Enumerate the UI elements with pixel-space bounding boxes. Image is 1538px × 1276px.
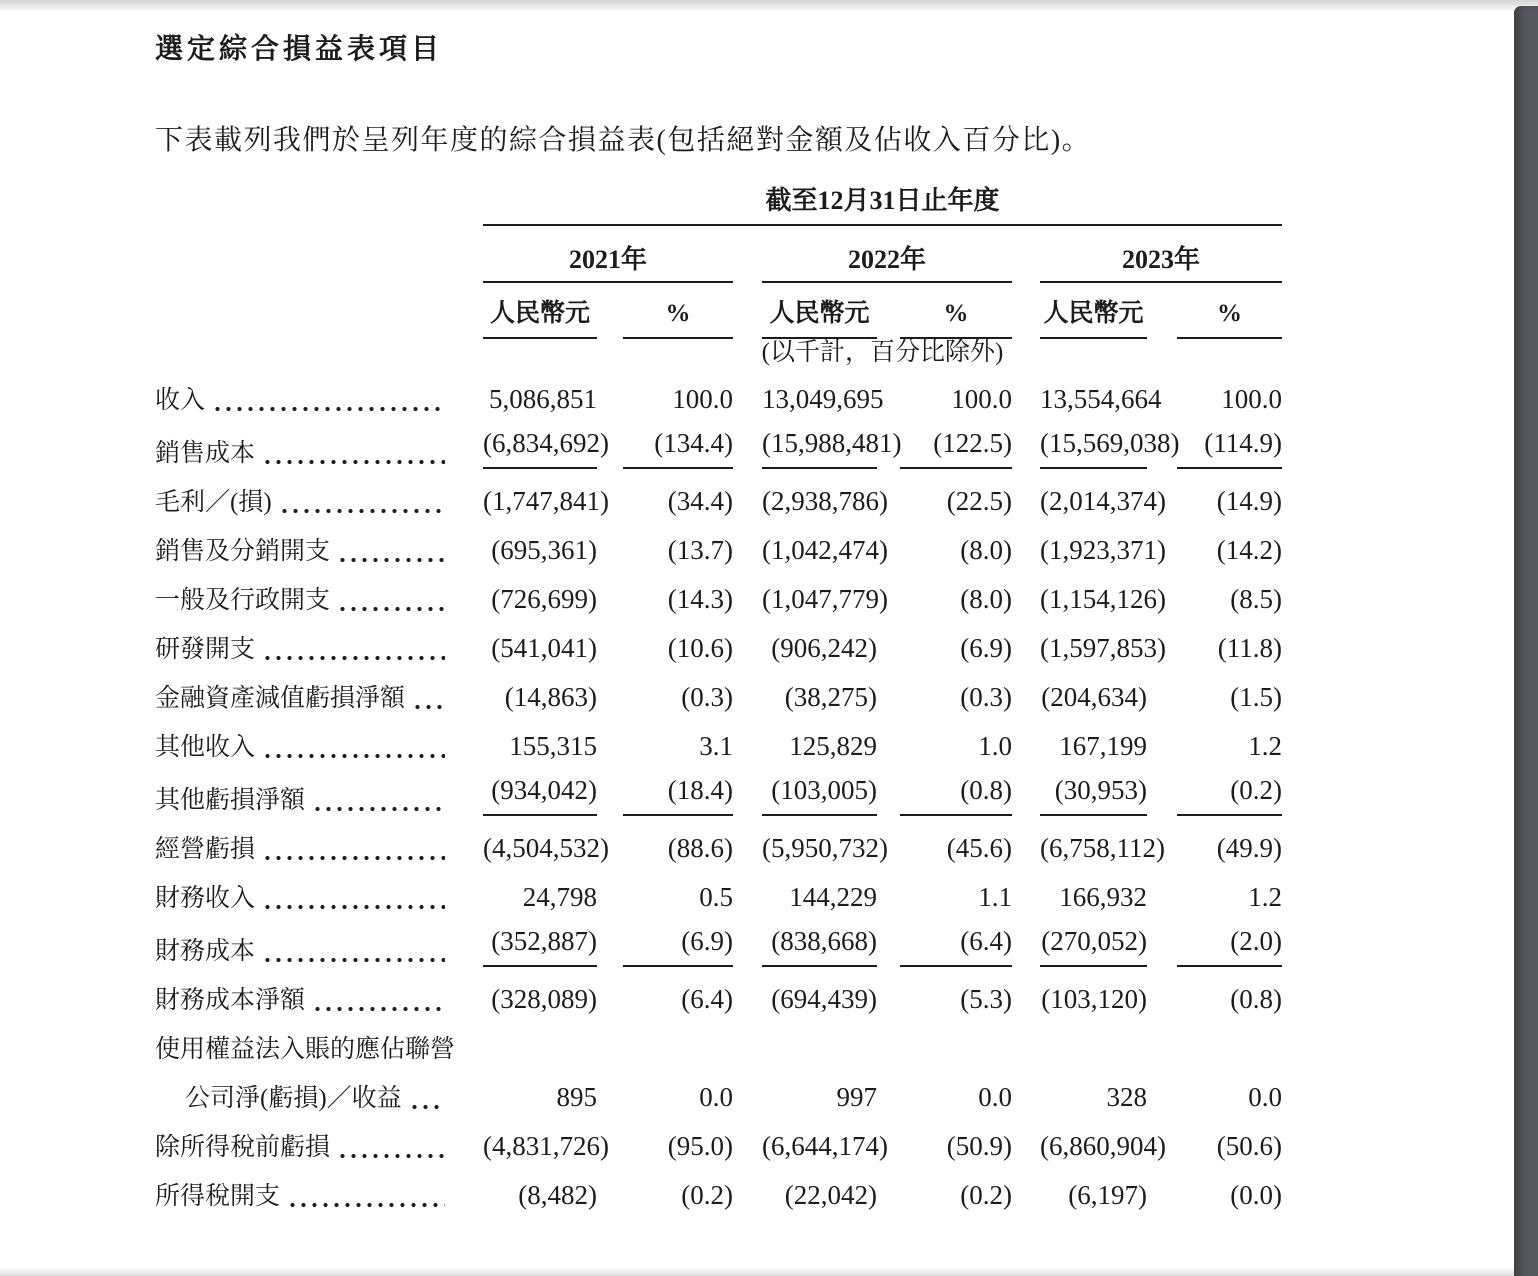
table-row <box>155 416 1282 469</box>
row-label: 經營虧損 <box>155 816 483 865</box>
value-cell: (4,831,726) <box>483 1131 609 1162</box>
value-cell: 0.5 <box>699 882 733 913</box>
value-cell: (1,747,841) <box>483 486 609 517</box>
unit-note-row <box>155 339 1282 368</box>
value-cell: (122.5) <box>877 416 1012 469</box>
row-label: 其他收入 <box>155 714 483 763</box>
spacer-cell <box>155 283 483 339</box>
column-header-row <box>155 283 1282 339</box>
table-row <box>155 763 1282 816</box>
row-label: 財務成本淨額 <box>155 967 483 1016</box>
value-cell: (6.4) <box>681 984 733 1015</box>
value-cell: (838,668) <box>733 914 877 967</box>
value-cell: (13.7) <box>667 535 733 566</box>
table-row <box>155 714 1282 763</box>
value-cell: (6,758,112) <box>1040 833 1165 864</box>
value-cell: (134.4) <box>597 416 733 469</box>
column-header: 人民幣元 <box>1012 283 1147 339</box>
value-cell: (270,052) <box>1012 914 1147 967</box>
value-cell: (6.9) <box>597 914 733 967</box>
value-cell: 5,086,851 <box>489 384 597 415</box>
leader-dots <box>290 1202 445 1208</box>
table-row <box>155 616 1282 665</box>
leader-dots <box>265 753 445 759</box>
value-cell: 100.0 <box>1221 384 1283 415</box>
leader-dots <box>282 508 445 514</box>
value-cell: (934,042) <box>483 763 597 816</box>
column-header: % <box>877 283 1012 339</box>
value-cell <box>1147 1016 1282 1065</box>
bottom-shadow <box>0 1267 1514 1276</box>
value-cell: (22.5) <box>946 486 1012 517</box>
value-cell: 100.0 <box>951 384 1012 415</box>
table-row <box>155 367 1282 416</box>
row-label: 公司淨(虧損)／收益 <box>155 1065 483 1114</box>
table-row <box>155 567 1282 616</box>
value-cell: 0.0 <box>1248 1082 1283 1113</box>
table-row <box>155 1016 1282 1065</box>
value-cell: (11.8) <box>1217 633 1283 664</box>
value-cell: 144,229 <box>789 882 877 913</box>
value-cell: (726,699) <box>491 584 597 615</box>
column-header: % <box>1147 283 1282 339</box>
value-cell: 328 <box>1106 1082 1147 1113</box>
value-cell: (14,863) <box>504 682 597 713</box>
leader-dots <box>412 1104 445 1110</box>
value-cell: (2,938,786) <box>762 486 888 517</box>
table-row <box>155 967 1282 1016</box>
leader-dots <box>340 1153 445 1159</box>
leader-dots <box>265 855 445 861</box>
value-cell: (15,569,038) <box>1012 416 1147 469</box>
row-label: 使用權益法入賬的應佔聯營 <box>155 1036 456 1064</box>
table-row <box>155 665 1282 714</box>
value-cell: (8.0) <box>960 535 1012 566</box>
table-row <box>155 865 1282 914</box>
unit-note: (以千計，百分比除外) <box>761 338 1004 366</box>
top-shadow <box>0 0 1538 12</box>
row-label: 財務成本 <box>155 914 483 967</box>
row-label: 銷售及分銷開支 <box>155 518 483 567</box>
value-cell: (34.4) <box>667 486 733 517</box>
table-row <box>155 914 1282 967</box>
value-cell <box>597 1016 733 1065</box>
value-cell: (6,644,174) <box>762 1131 888 1162</box>
value-cell: (50.9) <box>946 1131 1012 1162</box>
value-cell <box>877 1016 1012 1065</box>
value-cell: (204,634) <box>1041 682 1147 713</box>
value-cell: (328,089) <box>491 984 597 1015</box>
value-cell: (6.9) <box>960 633 1012 664</box>
leader-dots <box>340 606 445 612</box>
year-header: 2022年 <box>733 226 1012 283</box>
value-cell: (0.3) <box>681 682 733 713</box>
table-row <box>155 1065 1282 1114</box>
intro-text: 下表載列我們於呈列年度的綜合損益表(包括絕對金額及佔收入百分比)。 <box>155 125 1092 156</box>
period-header-text: 截至12月31日止年度 <box>765 186 1000 215</box>
value-cell: (0.8) <box>877 763 1012 816</box>
row-label: 財務收入 <box>155 865 483 914</box>
leader-dots <box>215 406 445 412</box>
value-cell: (8.5) <box>1230 584 1283 615</box>
row-label: 毛利／(損) <box>155 469 483 518</box>
value-cell: (8,482) <box>518 1180 597 1211</box>
value-cell: (4,504,532) <box>483 833 609 864</box>
value-cell: (1,047,779) <box>762 584 888 615</box>
value-cell: 125,829 <box>789 731 877 762</box>
value-cell: (6,197) <box>1068 1180 1147 1211</box>
table-row <box>155 1114 1282 1163</box>
value-cell: (15,988,481) <box>733 416 877 469</box>
value-cell: (0.8) <box>1230 984 1283 1015</box>
viewer-edge-strip <box>1514 6 1538 1276</box>
leader-dots <box>265 957 445 963</box>
value-cell: (103,005) <box>733 763 877 816</box>
spacer-cell <box>155 186 483 226</box>
value-cell: (0.2) <box>681 1180 733 1211</box>
value-cell: (1,042,474) <box>762 535 888 566</box>
value-cell: 895 <box>556 1082 597 1113</box>
value-cell: (14.9) <box>1216 486 1283 517</box>
value-cell: (0.2) <box>1147 763 1282 816</box>
value-cell: (1,154,126) <box>1040 584 1166 615</box>
value-cell: (45.6) <box>946 833 1012 864</box>
value-cell: (14.3) <box>667 584 733 615</box>
value-cell: (38,275) <box>784 682 877 713</box>
value-cell: (50.6) <box>1216 1131 1283 1162</box>
value-cell: (6,860,904) <box>1040 1131 1166 1162</box>
value-cell: 997 <box>836 1082 877 1113</box>
value-cell: 0.0 <box>699 1082 733 1113</box>
row-label: 一般及行政開支 <box>155 567 483 616</box>
value-cell: (95.0) <box>667 1131 733 1162</box>
value-cell: (1,597,853) <box>1040 633 1166 664</box>
column-header: % <box>597 283 733 339</box>
value-cell: (30,953) <box>1012 763 1147 816</box>
value-cell: 13,554,664 <box>1040 384 1162 415</box>
value-cell: 155,315 <box>509 731 597 762</box>
value-cell: (352,887) <box>483 914 597 967</box>
spacer-cell <box>155 339 483 368</box>
value-cell <box>483 1016 597 1065</box>
value-cell: (906,242) <box>771 633 877 664</box>
page-title: 選定綜合損益表項目 <box>155 33 444 65</box>
value-cell <box>1012 1016 1147 1065</box>
value-cell: (103,120) <box>1041 984 1147 1015</box>
value-cell: (6.4) <box>877 914 1012 967</box>
row-label: 銷售成本 <box>155 416 483 469</box>
value-cell: 100.0 <box>672 384 733 415</box>
column-header: 人民幣元 <box>483 283 597 339</box>
value-cell: (5,950,732) <box>762 833 888 864</box>
value-cell: (695,361) <box>491 535 597 566</box>
value-cell: 1.2 <box>1248 882 1283 913</box>
row-label: 金融資產減值虧損淨額 <box>155 665 483 714</box>
value-cell: 1.2 <box>1248 731 1283 762</box>
row-label: 研發開支 <box>155 616 483 665</box>
value-cell: 24,798 <box>522 882 597 913</box>
table-row <box>155 518 1282 567</box>
row-label: 其他虧損淨額 <box>155 763 483 816</box>
value-cell: (0.0) <box>1230 1180 1283 1211</box>
value-cell: (1,923,371) <box>1040 535 1166 566</box>
column-header: 人民幣元 <box>733 283 877 339</box>
value-cell: (114.9) <box>1147 416 1282 469</box>
value-cell: (88.6) <box>667 833 733 864</box>
value-cell: 166,932 <box>1059 882 1147 913</box>
row-label: 收入 <box>155 367 483 416</box>
table-row <box>155 816 1282 865</box>
year-header-row <box>155 226 1282 283</box>
value-cell: (541,041) <box>491 633 597 664</box>
value-cell: (5.3) <box>960 984 1012 1015</box>
value-cell: (6,834,692) <box>483 416 597 469</box>
year-header: 2021年 <box>483 226 733 283</box>
value-cell: (49.9) <box>1216 833 1283 864</box>
value-cell: 0.0 <box>978 1082 1012 1113</box>
value-cell <box>733 1016 877 1065</box>
year-header: 2023年 <box>1012 226 1282 283</box>
value-cell: 3.1 <box>699 731 733 762</box>
table-row <box>155 469 1282 518</box>
value-cell: (22,042) <box>784 1180 877 1211</box>
row-label: 所得稅開支 <box>155 1163 483 1212</box>
income-statement-table <box>155 186 1282 1212</box>
row-label: 除所得稅前虧損 <box>155 1114 483 1163</box>
leader-dots <box>265 904 445 910</box>
value-cell: (10.6) <box>667 633 733 664</box>
leader-dots <box>315 1006 445 1012</box>
leader-dots <box>265 655 445 661</box>
value-cell: 1.0 <box>978 731 1012 762</box>
value-cell: (0.3) <box>960 682 1012 713</box>
leader-dots <box>415 704 445 710</box>
period-header-row <box>155 186 1282 226</box>
value-cell: (14.2) <box>1216 535 1283 566</box>
leader-dots <box>265 459 445 465</box>
spacer-cell <box>155 226 483 283</box>
leader-dots <box>340 557 445 563</box>
value-cell: (0.2) <box>960 1180 1012 1211</box>
value-cell: (2.0) <box>1147 914 1282 967</box>
value-cell: (2,014,374) <box>1040 486 1166 517</box>
value-cell: 167,199 <box>1059 731 1147 762</box>
value-cell: (18.4) <box>597 763 733 816</box>
period-header <box>483 186 1282 226</box>
value-cell: (1.5) <box>1230 682 1283 713</box>
value-cell: 1.1 <box>978 882 1012 913</box>
value-cell: (8.0) <box>960 584 1012 615</box>
table-row <box>155 1163 1282 1212</box>
value-cell: 13,049,695 <box>762 384 884 415</box>
value-cell: (694,439) <box>771 984 877 1015</box>
leader-dots <box>315 806 445 812</box>
